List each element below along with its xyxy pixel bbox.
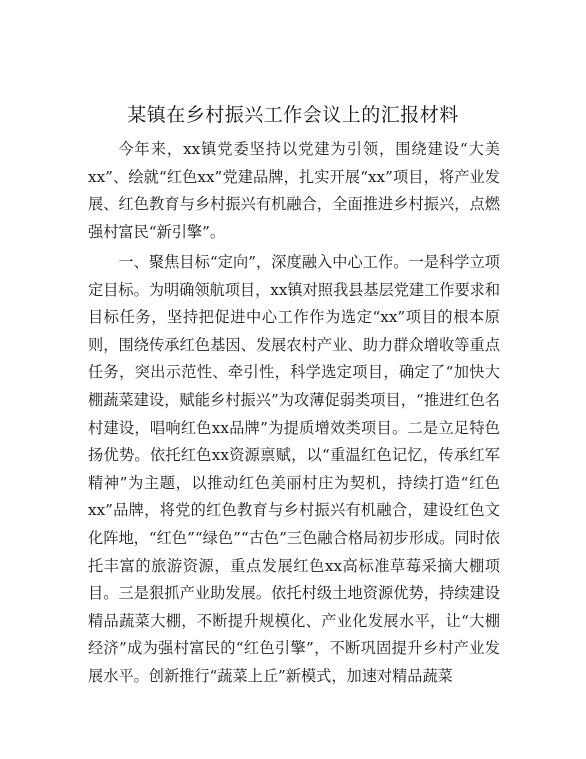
- intro-paragraph: 今年来，xx镇党委坚持以党建为引领，围绕建设“大美xx”、绘就“红色xx”党建品牌，扎实开展“xx”项目，将产业发展、红色教育与乡村振兴有机融合，全面推进乡村振兴，点燃强村富民“新引擎”。: [88, 140, 500, 241]
- section-one-paragraph: 一、聚焦目标“定向”，深度融入中心工作。一是科学立项定目标。为明确领航项目，xx镇对照我县基层党建工作要求和目标任务，坚持把促进中心工作作为选定“xx”项目的根本原则，围绕传承红色基因、发展农村产业、助力群众增收等重点任务，突出示范性、牵引性，科学选定项目，确定了“加快大棚蔬菜建设，赋能乡村振兴”为攻薄促弱类项目，“推进红色名村建设，唱响红色xx品牌”为提质增效类项目。二是立足特色扬优势。依托红色xx资源禀赋，以“重温红色记忆，传承红军精神”为主题，以推动红色美丽村庄为契机，持续打造“红色xx”品牌，将党的红色教育与乡村振兴有机融合，建设红色文化阵地，“红色”“绿色”“古色”三色融合格局初步形成。同时依托丰富的旅游资源，重点发展红色xx高标准草莓采摘大棚项目。三是狠抓产业助发展。依托村级土地资源优势，持续建设精品蔬菜大棚，不断提升规模化、产业化发展水平，让“大棚经济”成为强村富民的“红色引擎”，不断巩固提升乡村产业发展水平。创新推行“蔬菜上丘”新模式，加速对精品蔬菜: [88, 253, 501, 685]
- document-title: 某镇在乡村振兴工作会议上的汇报材料: [127, 104, 459, 126]
